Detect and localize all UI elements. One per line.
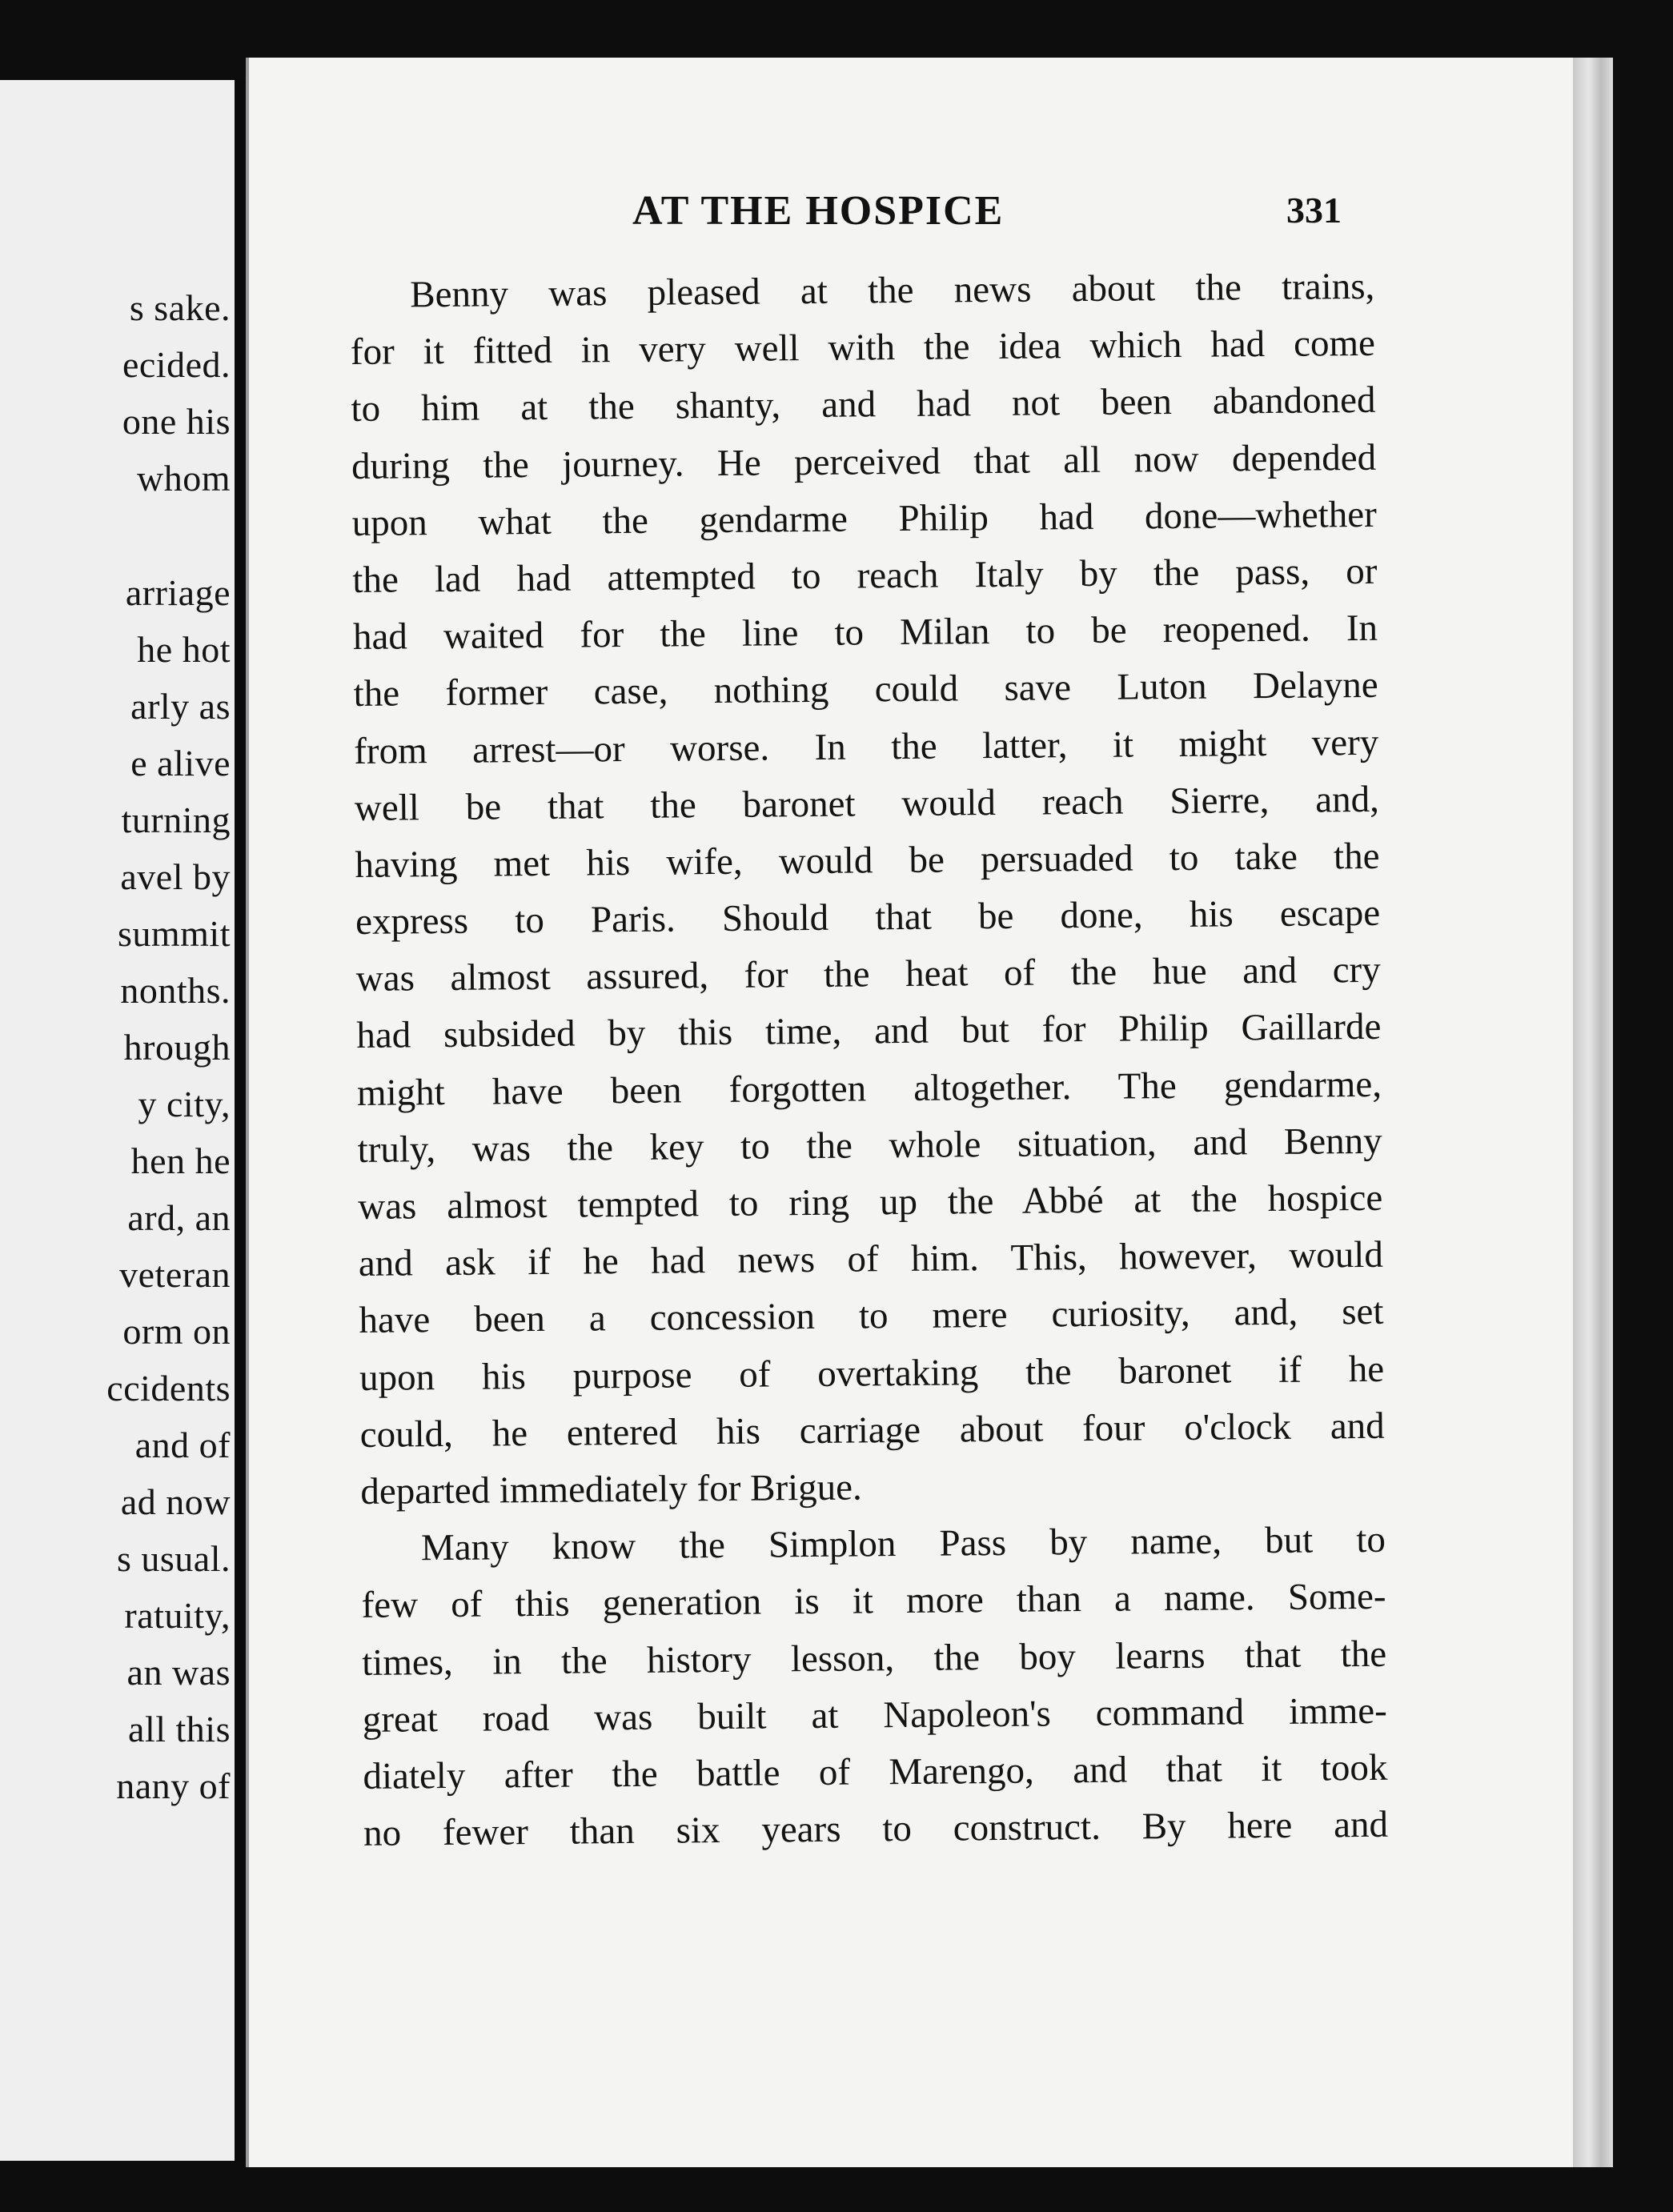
text-line: Many know the Simplon Pass by name, but to — [420, 1518, 1386, 1569]
text-line: was almost assured, for the heat of the hue and cry — [355, 949, 1381, 1000]
left-page — [0, 80, 240, 2161]
left-page-line: e alive — [130, 743, 231, 783]
left-page-line: hen he — [130, 1140, 231, 1181]
text-line: express to Paris. Should that be done, his escape — [355, 892, 1381, 944]
text-line: truly, was the key to the whole situation, and Benny — [357, 1120, 1382, 1171]
text-line: had subsided by this time, and but for Philip Gaillarde — [356, 1006, 1382, 1057]
right-page — [246, 58, 1573, 2167]
left-page-line: hrough — [123, 1027, 231, 1068]
left-page-line: one his — [122, 401, 231, 442]
left-page-line: avel by — [120, 856, 231, 897]
left-page-line: s sake. — [129, 287, 231, 328]
left-page-line: all this — [128, 1709, 231, 1749]
left-page-line: summit — [117, 913, 231, 954]
page-edge — [1573, 58, 1613, 2167]
text-line: had waited for the line to Milan to be reopened. In — [352, 607, 1378, 659]
left-page-line: and of — [134, 1425, 231, 1465]
text-line: no fewer than six years to construct. By here and — [363, 1803, 1389, 1854]
text-line: was almost tempted to ring up the Abbé at the hospice — [358, 1176, 1383, 1228]
left-page-line: nonths. — [120, 970, 231, 1011]
text-line: the lad had attempted to reach Italy by the pass, or — [352, 550, 1378, 601]
left-page-line: orm on — [122, 1311, 231, 1352]
text-line: during the journey. He perceived that all now depended — [351, 436, 1377, 487]
text-line: few of this generation is it more than a name. Some- — [361, 1576, 1386, 1627]
left-page-line: nany of — [116, 1765, 231, 1806]
left-page-line: ecided. — [122, 344, 231, 385]
left-page-line: arly as — [130, 686, 231, 727]
text-line: diately after the battle of Marengo, and that it took — [363, 1746, 1388, 1797]
left-page-line: ard, an — [127, 1197, 231, 1238]
running-title: AT THE HOSPICE — [632, 188, 1005, 234]
text-line: well be that the baronet would reach Sierre, and, — [354, 778, 1380, 829]
text-line: could, he entered his carriage about four o'clock and — [359, 1405, 1385, 1456]
page-crease — [246, 58, 249, 2167]
text-line: having met his wife, would be persuaded to take the — [355, 835, 1380, 886]
text-line: great road was built at Napoleon's command imme- — [362, 1689, 1388, 1741]
left-page-line: y city, — [138, 1084, 231, 1124]
text-line: to him at the shanty, and had not been abandoned — [351, 379, 1376, 431]
page-number: 331 — [1286, 190, 1342, 230]
left-page-line: whom — [137, 458, 231, 499]
body-text — [350, 258, 1388, 1862]
left-page-line: ccidents — [106, 1368, 231, 1409]
left-page-line: ad now — [120, 1481, 231, 1522]
text-line: might have been forgotten altogether. The gendarme, — [356, 1063, 1382, 1114]
text-line: for it fitted in very well with the idea which had come — [350, 323, 1376, 374]
text-line: departed immediately for Brigue. — [360, 1466, 863, 1513]
left-page-line: veteran — [119, 1254, 231, 1295]
text-line: upon what the gendarme Philip had done—whether — [351, 493, 1377, 544]
text-line: from arrest—or worse. In the latter, it might very — [354, 721, 1379, 772]
text-line: Benny was pleased at the news about the trains, — [410, 265, 1375, 316]
binding-gutter — [235, 80, 246, 2161]
text-line: the former case, nothing could save Luton Delayne — [353, 664, 1378, 715]
text-line: and ask if he had news of him. This, however, would — [358, 1233, 1384, 1285]
text-line: times, in the history lesson, the boy learns that the — [361, 1633, 1387, 1684]
text-line: have been a concession to mere curiosity, and, set — [359, 1291, 1384, 1342]
left-page-line: ratuity, — [124, 1595, 231, 1636]
text-line: upon his purpose of overtaking the baronet if he — [359, 1348, 1385, 1399]
left-page-line: s usual. — [117, 1538, 231, 1579]
left-page-line: arriage — [125, 572, 231, 613]
left-page-line: an was — [126, 1652, 231, 1693]
left-page-line: turning — [121, 799, 231, 840]
left-page-line: he hot — [137, 629, 231, 670]
